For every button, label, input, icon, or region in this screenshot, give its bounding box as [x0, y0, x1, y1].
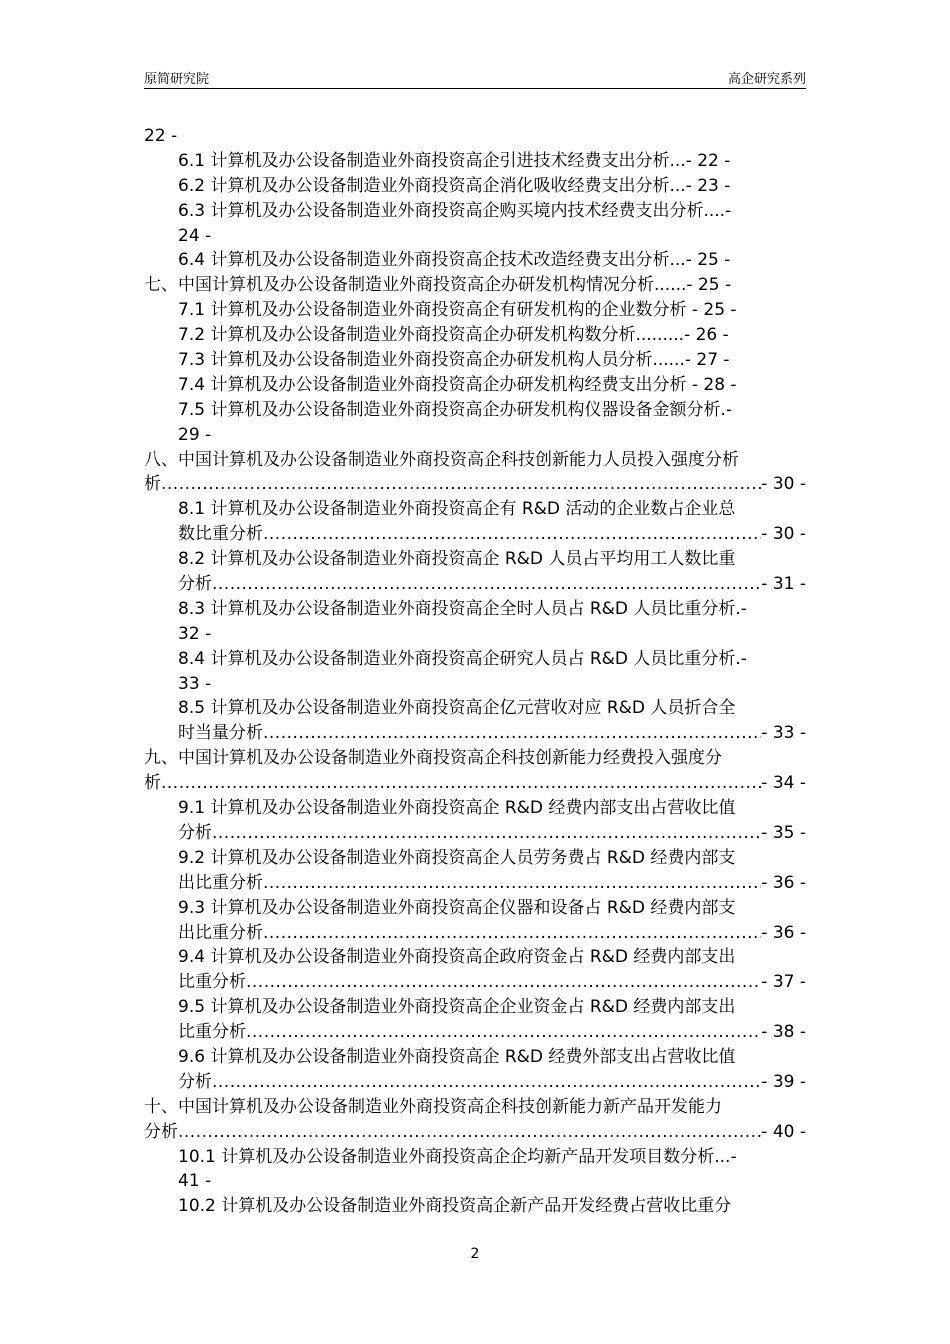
- toc-line[interactable]: 10.2 计算机及办公设备制造业外商投资高企新产品开发经费占营收比重分: [178, 1196, 732, 1217]
- toc-line[interactable]: 10.1 计算机及办公设备制造业外商投资高企企均新产品开发项目数分析...-: [178, 1146, 737, 1167]
- toc-line[interactable]: 八、中国计算机及办公设备制造业外商投资高企科技创新能力人员投入强度分析: [144, 449, 739, 470]
- table-of-contents: [144, 124, 806, 1219]
- toc-line[interactable]: 8.1 计算机及办公设备制造业外商投资高企有 R&D 活动的企业数占企业总: [178, 499, 736, 520]
- toc-line[interactable]: 7.4 计算机及办公设备制造业外商投资高企办研发机构经费支出分析 - 28 -: [178, 374, 737, 395]
- toc-line: 24 -: [178, 225, 212, 246]
- toc-line[interactable]: 分析 ..... - 39 -: [144, 1070, 806, 1095]
- toc-line[interactable]: 8.5 计算机及办公设备制造业外商投资高企亿元营收对应 R&D 人员折合全: [178, 698, 736, 719]
- toc-line[interactable]: 出比重分析 ..... - 36 -: [144, 871, 806, 896]
- toc-line[interactable]: 析 ..... - 34 -: [144, 771, 806, 796]
- toc-line[interactable]: 6.4 计算机及办公设备制造业外商投资高企技术改造经费支出分析...- 25 -: [178, 250, 731, 271]
- toc-line: 29 -: [178, 424, 212, 445]
- toc-line[interactable]: 分析 ..... - 31 -: [144, 572, 806, 597]
- toc-line[interactable]: 8.3 计算机及办公设备制造业外商投资高企全时人员占 R&D 人员比重分析.-: [178, 598, 747, 619]
- toc-line[interactable]: 时当量分析 ..... - 33 -: [144, 721, 806, 746]
- toc-line[interactable]: 比重分析 ..... - 37 -: [144, 970, 806, 995]
- toc-line[interactable]: 十、中国计算机及办公设备制造业外商投资高企科技创新能力新产品开发能力: [144, 1096, 722, 1117]
- toc-line[interactable]: 9.4 计算机及办公设备制造业外商投资高企政府资金占 R&D 经费内部支出: [178, 947, 736, 968]
- header-org-name: 原简研究院: [144, 72, 210, 87]
- toc-line[interactable]: 九、中国计算机及办公设备制造业外商投资高企科技创新能力经费投入强度分: [144, 748, 722, 769]
- page-number: 2: [470, 1246, 480, 1262]
- toc-line[interactable]: 6.3 计算机及办公设备制造业外商投资高企购买境内技术经费支出分析....-: [178, 200, 732, 221]
- toc-line[interactable]: 9.3 计算机及办公设备制造业外商投资高企仪器和设备占 R&D 经费内部支: [178, 897, 736, 918]
- toc-line[interactable]: 9.6 计算机及办公设备制造业外商投资高企 R&D 经费外部支出占营收比值: [178, 1046, 736, 1067]
- toc-line: 22 -: [144, 126, 178, 146]
- header-series-name: 高企研究系列: [727, 72, 806, 87]
- toc-line[interactable]: 9.2 计算机及办公设备制造业外商投资高企人员劳务费占 R&D 经费内部支: [178, 847, 736, 868]
- toc-line[interactable]: 6.1 计算机及办公设备制造业外商投资高企引进技术经费支出分析...- 22 -: [178, 150, 731, 171]
- toc-line[interactable]: 数比重分析 ..... - 30 -: [144, 522, 806, 547]
- toc-line[interactable]: 析 ..... - 30 -: [144, 472, 806, 497]
- toc-line: 32 -: [178, 623, 212, 644]
- toc-line[interactable]: 8.4 计算机及办公设备制造业外商投资高企研究人员占 R&D 人员比重分析.-: [178, 648, 747, 669]
- toc-line[interactable]: 比重分析 ..... - 38 -: [144, 1020, 806, 1045]
- toc-line[interactable]: 7.3 计算机及办公设备制造业外商投资高企办研发机构人员分析......- 27 -: [178, 350, 730, 371]
- toc-line: 41 -: [178, 1171, 212, 1192]
- toc-line[interactable]: 分析 ..... - 40 -: [144, 1120, 806, 1145]
- toc-line[interactable]: 出比重分析 ..... - 36 -: [144, 921, 806, 946]
- toc-line[interactable]: 7.1 计算机及办公设备制造业外商投资高企有研发机构的企业数分析 - 25 -: [178, 300, 737, 321]
- toc-line[interactable]: 分析 ..... - 35 -: [144, 821, 806, 846]
- toc-line[interactable]: 9.5 计算机及办公设备制造业外商投资高企企业资金占 R&D 经费内部支出: [178, 997, 736, 1018]
- toc-line[interactable]: 6.2 计算机及办公设备制造业外商投资高企消化吸收经费支出分析...- 23 -: [178, 175, 731, 196]
- toc-line[interactable]: 8.2 计算机及办公设备制造业外商投资高企 R&D 人员占平均用工人数比重: [178, 549, 736, 570]
- toc-line[interactable]: 9.1 计算机及办公设备制造业外商投资高企 R&D 经费内部支出占营收比值: [178, 798, 736, 819]
- toc-line: 33 -: [178, 673, 212, 694]
- toc-line[interactable]: 七、中国计算机及办公设备制造业外商投资高企办研发机构情况分析......- 25 -: [144, 275, 732, 296]
- page-header: [144, 66, 806, 89]
- toc-line[interactable]: 7.2 计算机及办公设备制造业外商投资高企办研发机构数分析.........- 26 -: [178, 325, 729, 346]
- toc-line[interactable]: 7.5 计算机及办公设备制造业外商投资高企办研发机构仪器设备金额分析.-: [178, 399, 732, 420]
